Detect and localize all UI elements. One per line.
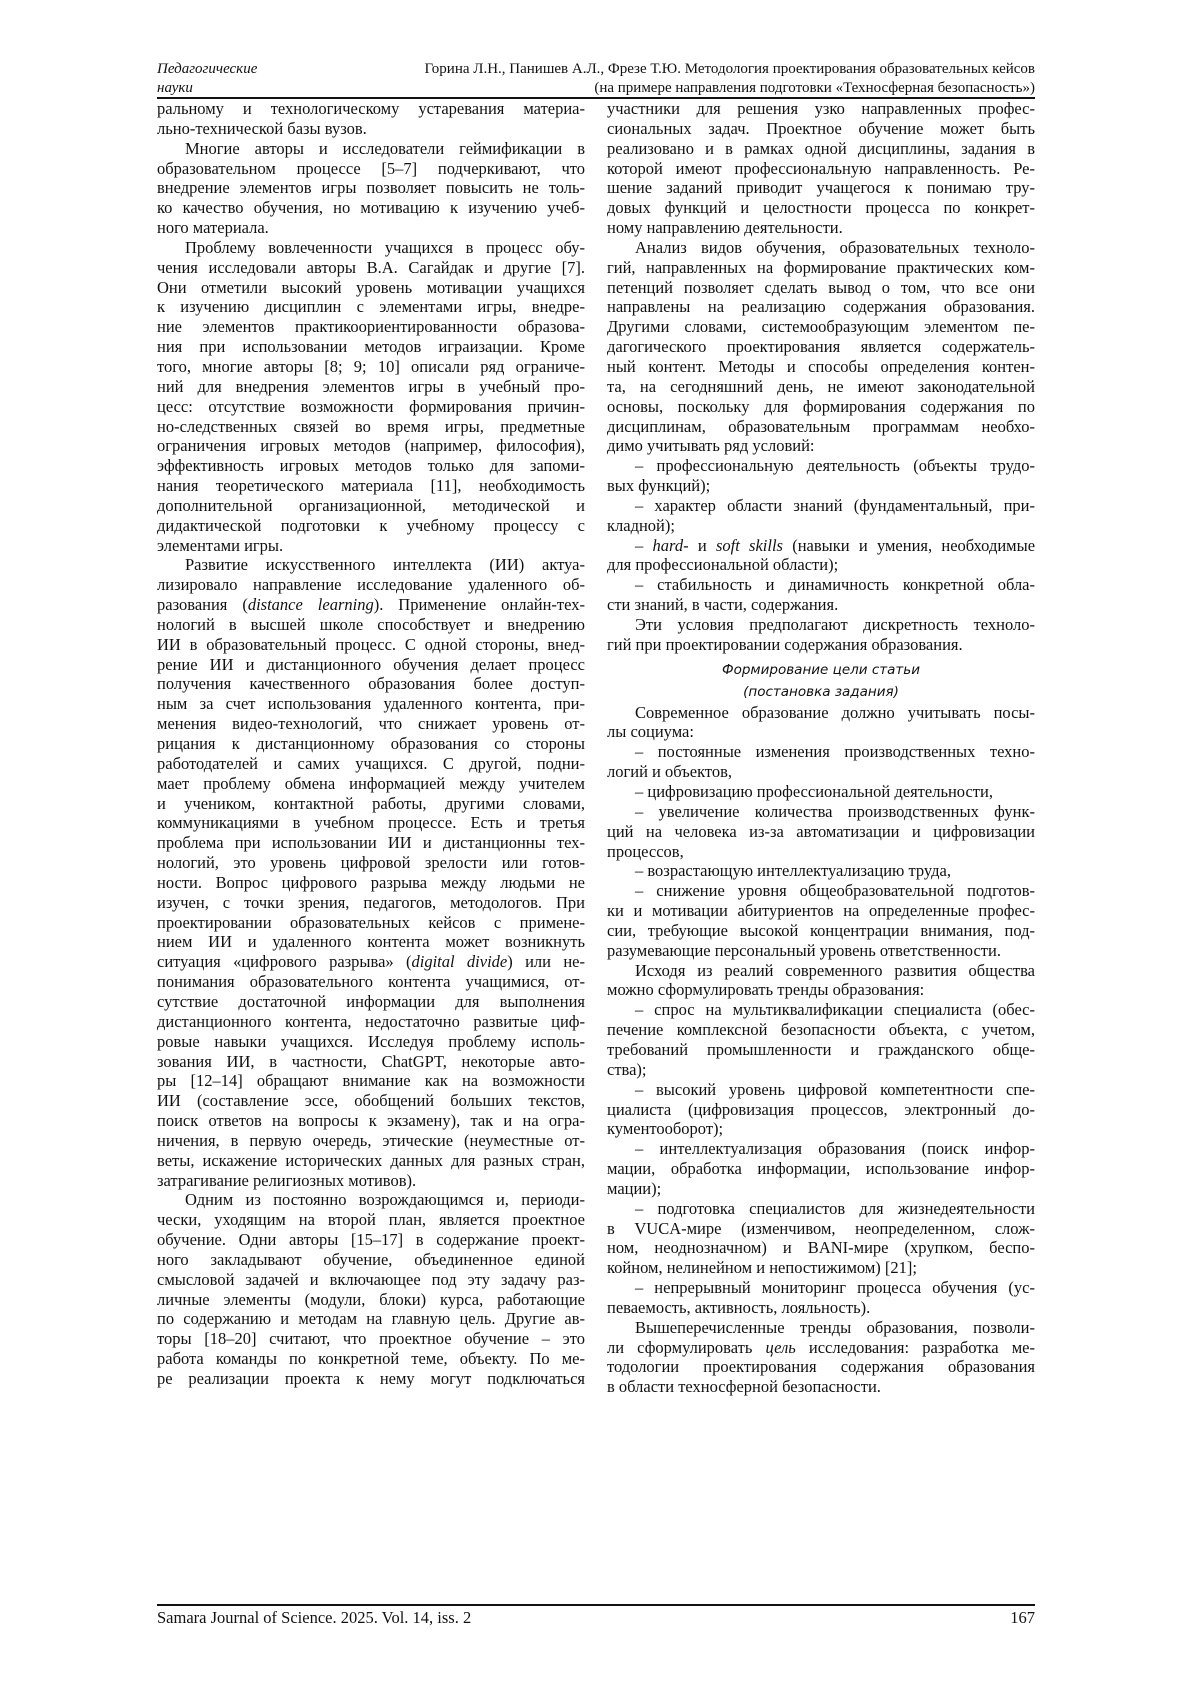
text-line: которой имеют профессиональную направленность. Ре- xyxy=(607,159,1035,179)
text-line: и учеником, контактной работы, другими словами, xyxy=(157,794,585,814)
text-line: лизировало направление исследование удаленного об- xyxy=(157,575,585,595)
text-line: дидактической подготовки к учебному процессу с xyxy=(157,516,585,536)
right-column-bottom xyxy=(607,703,1035,1398)
text-line: эффективность игровых методов только для запоми- xyxy=(157,456,585,476)
text-line: можно сформулировать тренды образования: xyxy=(607,980,1035,1000)
text-line: поиск ответов на вопросы к экзамену), так и на огра- xyxy=(157,1111,585,1131)
text-line: ности. Вопрос цифрового разрыва между людьми не xyxy=(157,873,585,893)
paragraph xyxy=(607,861,1035,881)
paragraph xyxy=(607,456,1035,496)
text-line: – характер области знаний (фундаментальный, при- xyxy=(607,496,1035,516)
text-line: димо учитывать ряд условий: xyxy=(607,436,1035,456)
paragraph xyxy=(607,99,1035,238)
text-line: процессов, xyxy=(607,842,1035,862)
text-line: ния при использовании методов игрaизации. Кроме xyxy=(157,337,585,357)
footer-rule xyxy=(157,1604,1035,1606)
text-line: дисциплинам, образовательным программам необхо- xyxy=(607,417,1035,437)
text-line: ИИ в образовательный процесс. С одной стороны, внед- xyxy=(157,635,585,655)
section-heading-line: Формирование цели статьи xyxy=(607,659,1035,681)
text-line: – высокий уровень цифровой компетентности спе- xyxy=(607,1080,1035,1100)
text-line: ние элементов практикоориентированности образова- xyxy=(157,317,585,337)
text-line: внедрение элементов игры позволяет повысить не толь- xyxy=(157,178,585,198)
text-line: работа команды по конкретной теме, объекту. По ме- xyxy=(157,1349,585,1369)
text-line: Развитие искусственного интеллекта (ИИ) актуа- xyxy=(157,555,585,575)
text-line: ральному и технологическому устаревания материа- xyxy=(157,99,585,119)
page-number: 167 xyxy=(1010,1608,1035,1628)
text-line: веты, искажение исторических данных для разных стран, xyxy=(157,1151,585,1171)
text-line: к изучению дисциплин с элементами игры, внедре- xyxy=(157,297,585,317)
text-line: – возрастающую интеллектуализацию труда, xyxy=(607,861,1035,881)
text-line: нием ИИ и удаленного контента может возникнуть xyxy=(157,932,585,952)
text-line: гий при проектировании содержания образования. xyxy=(607,635,1035,655)
paragraph xyxy=(607,1199,1035,1278)
text-line: понимания образовательного контента учащимися, от- xyxy=(157,972,585,992)
text-line: мает проблему обмена информацией между учителем xyxy=(157,774,585,794)
text-line: того, многие авторы [8; 9; 10] описали ряд ограниче- xyxy=(157,357,585,377)
text-line: ций на человека из-за автоматизации и цифровизации xyxy=(607,822,1035,842)
text-line: нания теоретического материала [11], необходимость xyxy=(157,476,585,496)
journal-section-line: Педагогические xyxy=(157,60,257,79)
paragraph xyxy=(607,1139,1035,1199)
paragraph xyxy=(607,802,1035,862)
text-line: – цифровизацию профессиональной деятельности, xyxy=(607,782,1035,802)
text-line: рицания к дистанционному образования со стороны xyxy=(157,734,585,754)
text-line: проблема при использовании ИИ и дистанционны тех- xyxy=(157,833,585,853)
text-line: ограничения игровых методов (например, философия), xyxy=(157,436,585,456)
text-line: певаемость, активность, лояльность). xyxy=(607,1298,1035,1318)
journal-citation: Samara Journal of Science. 2025. Vol. 14, iss. 2 xyxy=(157,1608,471,1628)
text-line: мации, обработка информации, использование инфор- xyxy=(607,1159,1035,1179)
text-line: дагогического проектирования является содержатель- xyxy=(607,337,1035,357)
text-line: ки и мотивации абитуриентов на определенные профес- xyxy=(607,901,1035,921)
text-line: Проблему вовлеченности учащихся в процесс обу- xyxy=(157,238,585,258)
paragraph xyxy=(157,1190,585,1388)
paragraph xyxy=(607,1318,1035,1397)
text-line: Современное образование должно учитывать посы- xyxy=(607,703,1035,723)
paragraph xyxy=(157,99,585,139)
text-line: для профессиональной области); xyxy=(607,555,1035,575)
text-line: – hard- и soft skills (навыки и умения, необходимые xyxy=(607,536,1035,556)
text-line: рение ИИ и дистанционного обучения делает процесс xyxy=(157,655,585,675)
text-line: ли сформулировать цель исследования: разработка ме- xyxy=(607,1338,1035,1358)
text-line: но-следственных связей во время игры, предметные xyxy=(157,417,585,437)
text-line: разумевающие персональный уровень ответственности. xyxy=(607,941,1035,961)
text-line: основы, поскольку для формирования содержания по xyxy=(607,397,1035,417)
text-line: ИИ (составление эссе, обобщений больших текстов, xyxy=(157,1091,585,1111)
text-line: Вышеперечисленные тренды образования, позволи- xyxy=(607,1318,1035,1338)
text-line: кладной); xyxy=(607,516,1035,536)
text-line: нологий, это уровень цифровой зрелости или готов- xyxy=(157,853,585,873)
text-line: – снижение уровня общеобразовательной подготов- xyxy=(607,881,1035,901)
text-line: ничения, в первую очередь, этические (неуместные от- xyxy=(157,1131,585,1151)
text-line: затрагивание религиозных мотивов). xyxy=(157,1171,585,1191)
paragraph xyxy=(157,139,585,238)
text-line: дистанционного контента, недостаточно развитые циф- xyxy=(157,1012,585,1032)
text-line: Исходя из реалий современного развития общества xyxy=(607,961,1035,981)
text-line: направлены на реализацию содержания образования. xyxy=(607,297,1035,317)
text-line: та, на сегодняшний день, не имеют законодательной xyxy=(607,377,1035,397)
text-line: торы [18–20] считают, что проектное обучение – это xyxy=(157,1329,585,1349)
text-line: ного материала. xyxy=(157,218,585,238)
paragraph xyxy=(157,555,585,1190)
text-line: цесс: отсутствие возможности формирования причин- xyxy=(157,397,585,417)
text-line: шение заданий приводит учащегося к понимаю тру- xyxy=(607,178,1035,198)
right-column-top xyxy=(607,99,1035,655)
text-line: ры [12–14] обращают внимание как на возможности xyxy=(157,1071,585,1091)
right-column xyxy=(607,99,1035,1397)
paragraph xyxy=(607,496,1035,536)
text-line: сии, требующие высокой концентрации внимания, под- xyxy=(607,921,1035,941)
text-line: сти знаний, в части, содержания. xyxy=(607,595,1035,615)
text-line: гий, направленных на формирование практических ком- xyxy=(607,258,1035,278)
text-line: – стабильность и динамичность конкретной обла- xyxy=(607,575,1035,595)
running-title-line: (на примере направления подготовки «Техносферная безопасность») xyxy=(424,79,1035,98)
text-line: ному направлению деятельности. xyxy=(607,218,1035,238)
text-line: ного закладывают обучение, объединенное единой xyxy=(157,1250,585,1270)
text-line: зования ИИ, в частности, ChatGPT, некоторые авто- xyxy=(157,1052,585,1072)
text-line: изучен, с точки зрения, педагогов, методологов. При xyxy=(157,893,585,913)
text-line: – непрерывный мониторинг процесса обучения (ус- xyxy=(607,1278,1035,1298)
text-line: нологий в высшей школе способствует и внедрению xyxy=(157,615,585,635)
text-line: – профессиональную деятельность (объекты трудо- xyxy=(607,456,1035,476)
text-line: личные элементы (модули, блоки) курса, работающие xyxy=(157,1290,585,1310)
text-line: циалиста (цифровизация процессов, электронный до- xyxy=(607,1100,1035,1120)
text-line: ровые навыки учащихся. Исследуя проблему исполь- xyxy=(157,1032,585,1052)
text-line: – постоянные изменения производственных техно- xyxy=(607,742,1035,762)
text-line: разования (distance learning). Применение онлайн-тех- xyxy=(157,595,585,615)
text-line: смысловой задачей и включающее под эту задачу раз- xyxy=(157,1270,585,1290)
text-line: мации); xyxy=(607,1179,1035,1199)
text-line: – подготовка специалистов для жизнедеятельности xyxy=(607,1199,1035,1219)
text-line: в области техносферной безопасности. xyxy=(607,1377,1035,1397)
text-line: по содержанию и методам на главную цель. Другие ав- xyxy=(157,1309,585,1329)
text-line: ный контент. Методы и способы определения контен- xyxy=(607,357,1035,377)
text-line: – спрос на мультиквалификации специалиста (обес- xyxy=(607,1000,1035,1020)
running-title-line: Горина Л.Н., Панишев А.Л., Фрезе Т.Ю. Методология проектирования образовательных кейсов xyxy=(424,60,1035,79)
text-line: Многие авторы и исследователи геймификации в xyxy=(157,139,585,159)
text-line: обучение. Одни авторы [15–17] в содержание проект- xyxy=(157,1230,585,1250)
text-line: логий и объектов, xyxy=(607,762,1035,782)
text-line: чески, уходящим на второй план, является проектное xyxy=(157,1210,585,1230)
text-line: вых функций); xyxy=(607,476,1035,496)
paragraph xyxy=(607,536,1035,576)
text-line: тодологии проектирования содержания образования xyxy=(607,1357,1035,1377)
text-line: менения видео-технологий, что снижает уровень от- xyxy=(157,714,585,734)
running-title xyxy=(424,60,1035,98)
text-line: образовательном процессе [5–7] подчеркивают, что xyxy=(157,159,585,179)
text-line: ре реализации проекта к нему могут подключаться xyxy=(157,1369,585,1389)
paragraph xyxy=(607,1278,1035,1318)
paragraph xyxy=(607,881,1035,960)
text-line: петенций позволяет сделать вывод о том, что все они xyxy=(607,278,1035,298)
text-line: требований промышленности и гражданского обще- xyxy=(607,1040,1035,1060)
paragraph xyxy=(607,575,1035,615)
paragraph xyxy=(157,238,585,556)
text-line: ко качество обучения, но мотивацию к изучению учеб- xyxy=(157,198,585,218)
paragraph xyxy=(607,615,1035,655)
text-line: ном, неоднозначном) и BANI-мире (хрупком, беспо- xyxy=(607,1238,1035,1258)
text-line: чения исследовали авторы В.А. Сагайдак и другие [7]. xyxy=(157,258,585,278)
paragraph xyxy=(607,1000,1035,1079)
text-line: ний для внедрения элементов игры в учебный про- xyxy=(157,377,585,397)
text-line: участники для решения узко направленных профес- xyxy=(607,99,1035,119)
text-line: – интеллектуализация образования (поиск инфор- xyxy=(607,1139,1035,1159)
text-line: дополнительной организационной, методической и xyxy=(157,496,585,516)
text-line: ным за счет использования удаленного контента, при- xyxy=(157,694,585,714)
left-column xyxy=(157,99,585,1389)
paragraph xyxy=(607,1080,1035,1140)
paragraph xyxy=(607,703,1035,743)
text-line: – увеличение количества производственных функ- xyxy=(607,802,1035,822)
paragraph xyxy=(607,238,1035,456)
text-line: ства); xyxy=(607,1060,1035,1080)
text-line: Они отметили высокий уровень мотивации учащихся xyxy=(157,278,585,298)
text-line: койном, нелинейном и непостижимом) [21]; xyxy=(607,1258,1035,1278)
text-line: лы социума: xyxy=(607,722,1035,742)
journal-section-line: науки xyxy=(157,79,257,98)
journal-section xyxy=(157,60,257,98)
text-line: ситуация «цифрового разрыва» (digital divide) или не- xyxy=(157,952,585,972)
text-line: льно-технической базы вузов. xyxy=(157,119,585,139)
text-line: печение комплексной безопасности объекта, с учетом, xyxy=(607,1020,1035,1040)
text-line: получения качественного образования более доступ- xyxy=(157,674,585,694)
text-line: коммуникациями в учебном процессе. Есть и третья xyxy=(157,813,585,833)
section-heading-line: (постановка задания) xyxy=(607,681,1035,703)
text-line: элементами игры. xyxy=(157,536,585,556)
paragraph xyxy=(607,782,1035,802)
section-heading xyxy=(607,659,1035,703)
paragraph xyxy=(607,961,1035,1001)
text-line: Одним из постоянно возрождающимся и, периоди- xyxy=(157,1190,585,1210)
text-line: в VUCA-мире (изменчивом, неопределенном, слож- xyxy=(607,1219,1035,1239)
text-line: сиональных задач. Проектное обучение может быть xyxy=(607,119,1035,139)
text-line: работодателей и самих учащихся. С другой, подни- xyxy=(157,754,585,774)
paragraph xyxy=(607,742,1035,782)
text-line: Эти условия предполагают дискретность техноло- xyxy=(607,615,1035,635)
text-line: сутствие достаточной информации для выполнения xyxy=(157,992,585,1012)
text-line: кументооборот); xyxy=(607,1119,1035,1139)
text-line: Другими словами, системообразующим элементом пе- xyxy=(607,317,1035,337)
text-line: реализовано и в рамках одной дисциплины, задания в xyxy=(607,139,1035,159)
text-line: проектировании образовательных кейсов с примене- xyxy=(157,913,585,933)
text-line: Анализ видов обучения, образовательных техноло- xyxy=(607,238,1035,258)
text-line: довых функций и целостности процесса по конкрет- xyxy=(607,198,1035,218)
